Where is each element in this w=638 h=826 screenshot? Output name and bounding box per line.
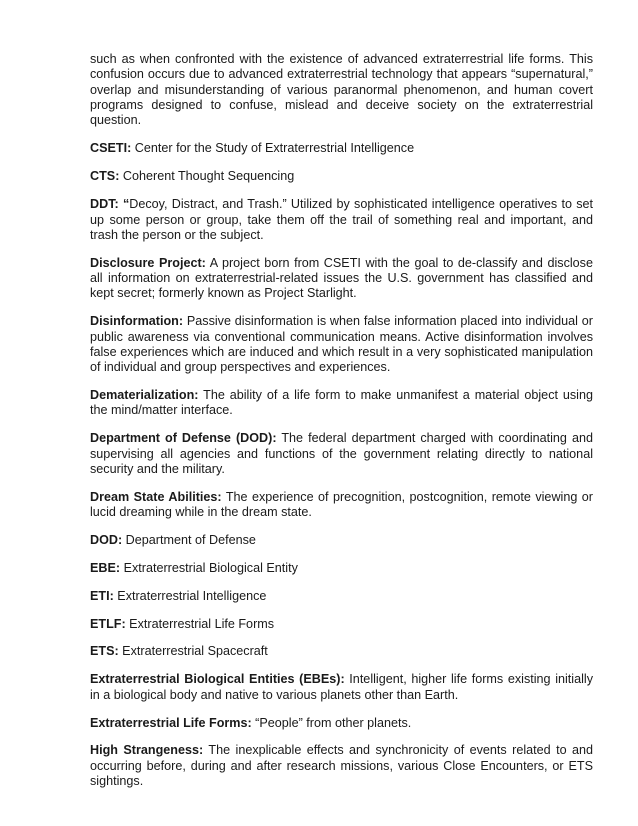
glossary-entry-dream-state-abilities [90, 490, 593, 521]
glossary-definition: Extraterrestrial Biological Entity [120, 560, 298, 575]
glossary-definition: Intelligent, higher life forms existing initially in a biological body and native to various planets other than Earth. [90, 672, 593, 702]
glossary-term: EBE: [90, 560, 121, 575]
glossary-term: Department of Defense (DOD): [90, 431, 277, 446]
glossary-definition: Center for the Study of Extraterrestrial Intelligence [131, 141, 415, 156]
glossary-definition: Decoy, Distract, and Trash.” Utilized by sophisticated intelligence operatives to set up some person or group, take them off the trail of something real and important, and trash the person or the subject. [90, 197, 594, 242]
glossary-definition: The experience of precognition, postcognition, remote viewing or lucid dreaming while in the dream state. [90, 489, 593, 519]
glossary-entry-etlf [90, 617, 593, 632]
glossary-entry-cseti [90, 141, 593, 156]
glossary-entry-dod [90, 533, 593, 548]
glossary-entry-cts [90, 169, 593, 184]
glossary-definition: The ability of a life form to make unmanifest a material object using the mind/matter interface. [90, 388, 593, 418]
glossary-definition: Coherent Thought Sequencing [119, 169, 295, 184]
glossary-entry-department-of-defense [90, 431, 593, 477]
glossary-term: Dematerialization: [90, 388, 199, 403]
glossary-definition: Extraterrestrial Spacecraft [118, 644, 268, 659]
glossary-definition: “People” from other planets. [251, 715, 412, 730]
glossary-definition: The federal department charged with coordinating and supervising all agencies and functions of the government relating directly to national security and the military. [90, 431, 593, 476]
document-page [90, 52, 593, 802]
glossary-entry-disclosure-project [90, 256, 593, 302]
glossary-term: CTS: [90, 169, 120, 184]
glossary-definition: A project born from CSETI with the goal to de-classify and disclose all information on extraterrestrial-related issues the U.S. government has classified and kept secret; formerly known as Project Starlight. [90, 255, 593, 301]
glossary-entry-ddt [90, 197, 593, 243]
glossary-term: High Strangeness: [90, 743, 204, 758]
glossary-definition: Extraterrestrial Life Forms [125, 616, 275, 631]
glossary-entry-dematerialization [90, 388, 593, 419]
glossary-entry-high-strangeness [90, 743, 593, 789]
lead-paragraph: such as when confronted with the existence of advanced extraterrestrial life forms. This confusion occurs due to advanced extraterrestrial technology that appears “supernatural,” overlap and misunderstanding of various paranormal phenomenon, and human covert programs designed to confuse, mislead and deceive society on the extraterrestrial question. [90, 52, 593, 128]
glossary-definition: Passive disinformation is when false information placed into individual or public awareness via conventional communication means. Active disinformation involves false experiences which are induced and which result in a very sophisticated manipulation of individual and group perspectives and experiences. [90, 314, 593, 375]
glossary-entry-disinformation [90, 314, 593, 375]
glossary-entry-extraterrestrial-life-forms [90, 716, 593, 731]
glossary-term: Dream State Abilities: [90, 489, 222, 504]
glossary-term: Extraterrestrial Biological Entities (EBEs): [90, 672, 345, 687]
glossary-term: Disinformation: [90, 314, 184, 329]
glossary-definition: Extraterrestrial Intelligence [113, 588, 267, 603]
glossary-term: DOD: [90, 532, 123, 547]
glossary-entry-eti [90, 589, 593, 604]
glossary-entry-ets [90, 644, 593, 659]
glossary-term: Disclosure Project: [90, 255, 206, 270]
glossary-definition: The inexplicable effects and synchronicity of events related to and occurring before, during and after research missions, various Close Encounters, or ETS sightings. [90, 743, 594, 788]
glossary-term: ETI: [90, 588, 114, 603]
glossary-term: ETLF: [90, 616, 126, 631]
glossary-term: DDT: “ [90, 197, 130, 212]
glossary-definition: Department of Defense [122, 532, 256, 547]
glossary-term: ETS: [90, 644, 119, 659]
glossary-entry-ebe [90, 561, 593, 576]
glossary-entry-extraterrestrial-biological-entities [90, 672, 593, 703]
glossary-term: Extraterrestrial Life Forms: [90, 715, 252, 730]
glossary-term: CSETI: [90, 141, 132, 156]
